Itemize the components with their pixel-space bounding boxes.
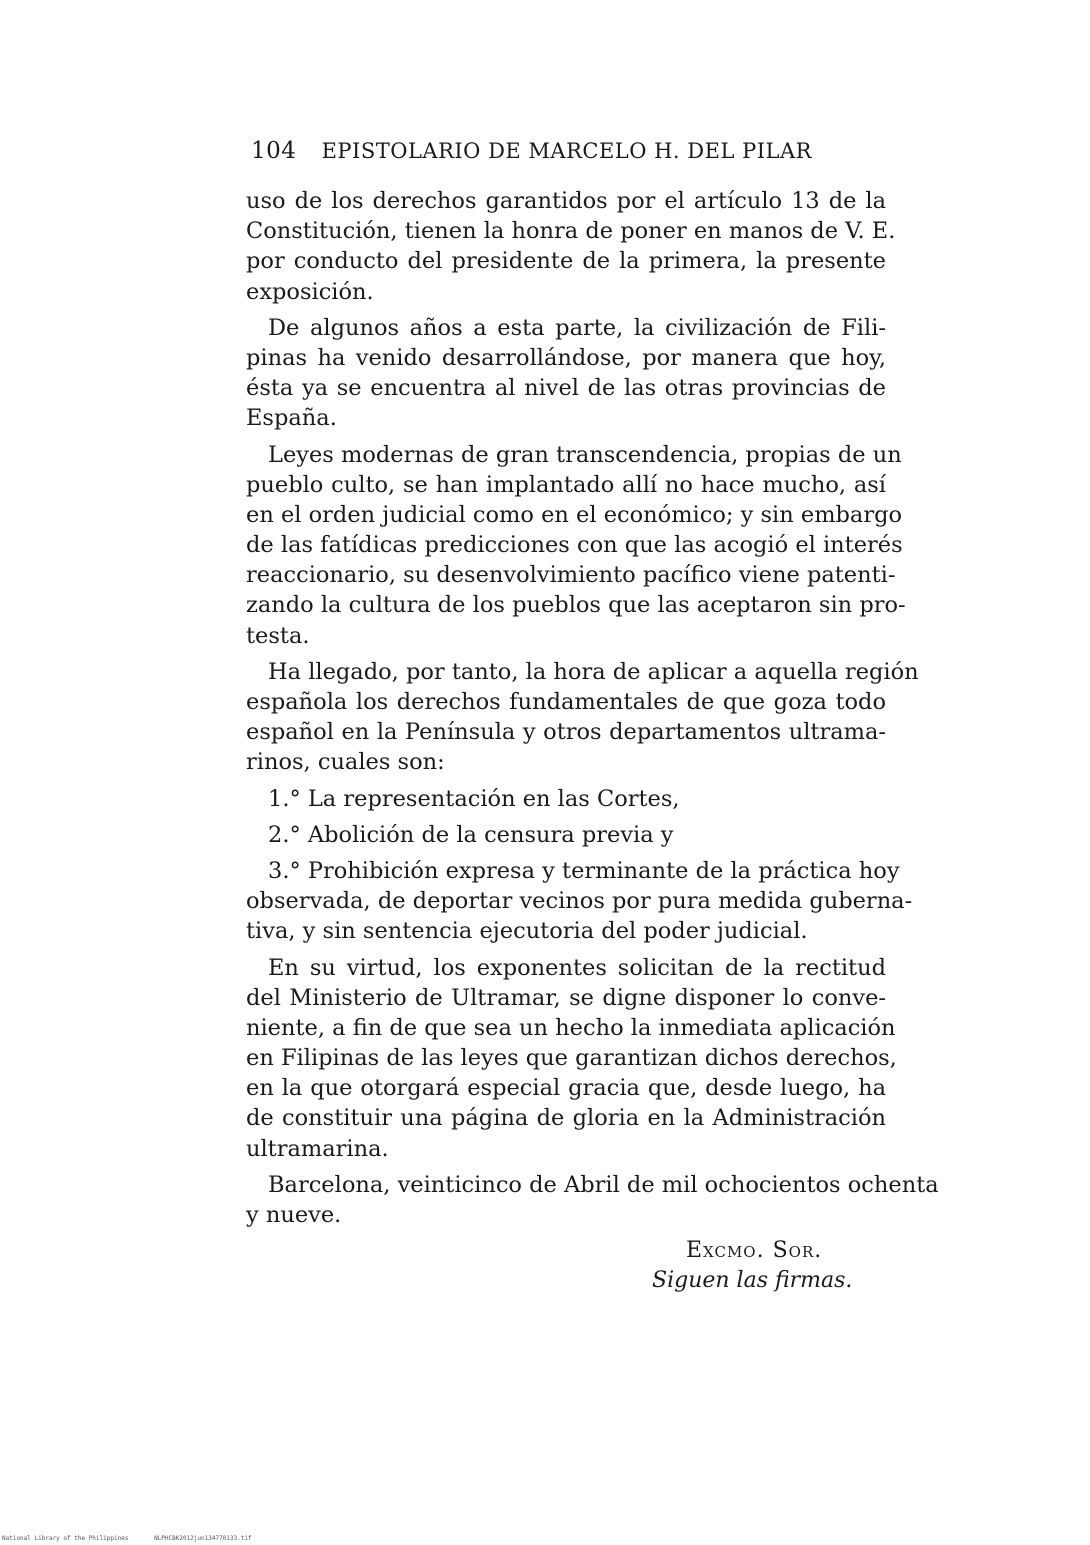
- salutation: Excmo. Sor.: [686, 1238, 823, 1263]
- text-line: ésta ya se encuentra al nivel de las otras provincias de: [246, 375, 886, 402]
- text-line: ultramarina.: [246, 1135, 389, 1162]
- text-line: pinas ha venido desarrollándose, por manera que hoy,: [246, 344, 886, 371]
- text-line: niente, a fin de que sea un hecho la inmediata aplicación: [246, 1014, 896, 1041]
- running-header: [251, 138, 891, 164]
- text-line: 2.° Abolición de la censura previa y: [268, 821, 674, 848]
- text-line: En su virtud, los exponentes solicitan de la rectitud: [268, 954, 886, 981]
- text-line: exposición.: [246, 278, 374, 305]
- text-line: en Filipinas de las leyes que garantizan dichos derechos,: [246, 1045, 897, 1072]
- paragraph: [246, 1170, 939, 1230]
- list-item: [246, 856, 913, 947]
- signatures-note: Siguen las firmas.: [652, 1268, 853, 1293]
- text-line: pueblo culto, se han implantado allí no hace mucho, así: [246, 471, 886, 498]
- text-line: observada, de deportar vecinos por pura medida guberna-: [246, 888, 913, 915]
- text-line: del Ministerio de Ultramar, se digne disponer lo conve-: [246, 984, 886, 1011]
- text-line: de constituir una página de gloria en la Administración: [246, 1105, 886, 1132]
- closing-block: [600, 1236, 900, 1296]
- text-line: España.: [246, 405, 337, 432]
- text-line: española los derechos fundamentales de que goza todo: [246, 689, 886, 715]
- paragraph: [246, 953, 897, 1164]
- paragraph: [246, 313, 886, 434]
- text-line: español en la Península y otros departamentos ultrama-: [246, 719, 886, 746]
- text-line: Constitución, tienen la honra de poner en manos de V. E.: [246, 218, 896, 245]
- paragraph: [246, 657, 919, 778]
- body-text: [246, 186, 939, 1236]
- text-line: 3.° Prohibición expresa y terminante de la práctica hoy: [268, 857, 900, 884]
- text-line: zando la cultura de los pueblos que las aceptaron sin pro-: [246, 592, 906, 619]
- text-line: uso de los derechos garantidos por el artículo 13 de la: [246, 188, 886, 214]
- text-line: de las fatídicas predicciones con que las acogió el interés: [246, 532, 903, 559]
- list-item: [246, 784, 886, 814]
- text-line: reaccionario, su desenvolvimiento pacífico viene patenti-: [246, 562, 896, 589]
- text-line: Leyes modernas de gran transcendencia, propias de un: [268, 441, 902, 468]
- text-line: por conducto del presidente de la primera, la presente: [246, 248, 886, 275]
- text-line: De algunos años a esta parte, la civilización de Fili-: [268, 314, 886, 341]
- text-line: 1.° La representación en las Cortes,: [268, 785, 680, 812]
- page-number: 104: [251, 138, 297, 164]
- text-line: en el orden judicial como en el económico; y sin embargo: [246, 501, 903, 528]
- library-credit: National Library of the Philippines: [2, 1535, 129, 1542]
- list-item: [246, 820, 886, 850]
- paragraph: [246, 186, 896, 307]
- text-line: y nueve.: [246, 1202, 342, 1228]
- file-id: NLPHCBK2012jun134770133.tif: [154, 1535, 252, 1542]
- text-line: testa.: [246, 622, 310, 649]
- text-line: tiva, y sin sentencia ejecutoria del poder judicial.: [246, 918, 808, 945]
- text-line: rinos, cuales son:: [246, 749, 445, 776]
- text-line: Ha llegado, por tanto, la hora de aplicar a aquella región: [268, 658, 919, 685]
- text-line: Barcelona, veinticinco de Abril de mil ochocientos ochenta: [268, 1171, 939, 1198]
- running-title: EPISTOLARIO DE MARCELO H. DEL PILAR: [321, 139, 812, 163]
- paragraph: [246, 440, 906, 651]
- text-line: en la que otorgará especial gracia que, desde luego, ha: [246, 1075, 886, 1102]
- scan-footer: [2, 1535, 274, 1542]
